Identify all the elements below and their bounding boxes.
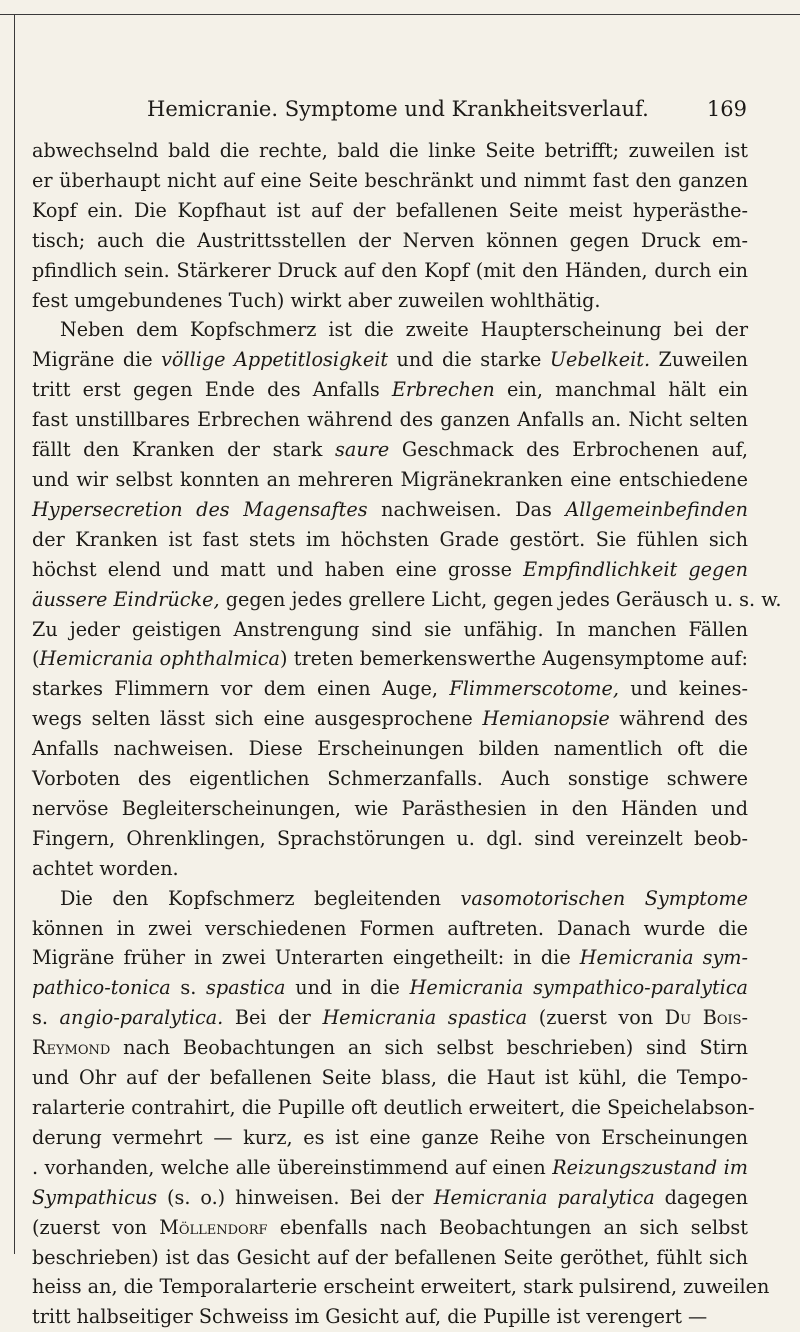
text-line: . vorhanden, welche alle übereinstimmend auf einen Reizungszustand im [32, 1155, 748, 1179]
emphasis: völlige Appetitlosigkeit [161, 348, 389, 372]
emphasis: angio-paralytica. [59, 1006, 224, 1030]
emphasis: Uebelkeit. [549, 348, 651, 372]
running-title: Hemicranie. Symptome und Krankheitsverlauf. [147, 97, 649, 121]
emphasis: Hemicrania paralytica [433, 1185, 655, 1209]
text-line: Migräne früher in zwei Unterarten eingetheilt: in die Hemicrania sym- [32, 946, 748, 970]
author-name: Möllendorf [159, 1215, 268, 1239]
text-line: Fingern, Ohrenklingen, Sprachstörungen u. dgl. sind vereinzelt beob- [32, 826, 748, 850]
text-line: pfindlich sein. Stärkerer Druck auf den Kopf (mit den Händen, durch ein [32, 258, 748, 282]
text-line: starkes Flimmern vor dem einen Auge, Flimmerscotome, und keines- [32, 677, 748, 701]
text-line: Neben dem Kopfschmerz ist die zweite Haupterscheinung bei der [60, 318, 748, 342]
scan-edge-left [14, 14, 15, 1254]
text-line: Kopf ein. Die Kopfhaut ist auf der befallenen Seite meist hyperästhe- [32, 198, 748, 222]
emphasis: Hemianopsie [482, 707, 610, 731]
text-line: achtet worden. [32, 856, 179, 880]
text-line: pathico-tonica s. spastica und in die Hemicrania sympathico-paralytica [32, 976, 748, 1000]
text-line: Zu jeder geistigen Anstrengung sind sie unfähig. In manchen Fällen [32, 617, 748, 641]
author-name: Du Bois- [664, 1006, 748, 1030]
text-line: derung vermehrt — kurz, es ist eine ganze Reihe von Erscheinungen [32, 1125, 748, 1149]
author-name: Reymond [32, 1036, 111, 1060]
emphasis: Allgemeinbefinden [565, 497, 748, 521]
text-line: beschrieben) ist das Gesicht auf der befallenen Seite geröthet, fühlt sich [32, 1245, 748, 1269]
page-number: 169 [706, 97, 747, 121]
text-line: tritt erst gegen Ende des Anfalls Erbrechen ein, manchmal hält ein [32, 378, 748, 402]
text-line: tisch; auch die Austrittsstellen der Nerven können gegen Druck em- [32, 228, 748, 252]
emphasis: saure [335, 438, 390, 462]
running-header [147, 94, 747, 124]
text-line: tritt halbseitiger Schweiss im Gesicht auf, die Pupille ist verengert — [32, 1305, 708, 1329]
text-line: der Kranken ist fast stets im höchsten Grade gestört. Sie fühlen sich [32, 527, 748, 551]
text-line: und Ohr auf der befallenen Seite blass, die Haut ist kühl, die Tempo- [32, 1066, 748, 1090]
text-line: Anfalls nachweisen. Diese Erscheinungen bilden namentlich oft die [32, 737, 748, 761]
text-line: können in zwei verschiedenen Formen auftreten. Danach wurde die [32, 916, 748, 940]
paragraph-1 [32, 136, 748, 315]
text-line: und wir selbst konnten an mehreren Migränekranken eine entschiedene [32, 467, 748, 491]
emphasis: Hemicrania sym- [579, 946, 748, 970]
text-line: (Hemicrania ophthalmica) treten bemerkenswerthe Augensymptome auf: [32, 647, 748, 671]
emphasis: Sympathicus [32, 1185, 158, 1209]
text-line: Hypersecretion des Magensaftes nachweisen. Das Allgemeinbefinden [32, 497, 748, 521]
text-line: nervöse Begleiterscheinungen, wie Parästhesien in den Händen und [32, 796, 748, 820]
text-line: s. angio-paralytica. Bei der Hemicrania spastica (zuerst von Du Bois- [32, 1006, 748, 1030]
text-line: wegs selten lässt sich eine ausgesprochene Hemianopsie während des [32, 707, 748, 731]
text-line: höchst elend und matt und haben eine grosse Empfindlichkeit gegen [32, 557, 748, 581]
text-line: abwechselnd bald die rechte, bald die linke Seite betrifft; zuweilen ist [32, 139, 748, 162]
text-line: fest umgebundenes Tuch) wirkt aber zuweilen wohlthätig. [32, 288, 601, 312]
text-line: Reymond nach Beobachtungen an sich selbst beschrieben) sind Stirn [32, 1036, 748, 1060]
text-line: (zuerst von Möllendorf ebenfalls nach Beobachtungen an sich selbst [32, 1215, 748, 1239]
emphasis: vasomotorischen Symptome [460, 886, 748, 910]
text-line: fast unstillbares Erbrechen während des ganzen Anfalls an. Nicht selten [32, 408, 748, 432]
emphasis: Hypersecretion des Magensaftes [32, 497, 368, 521]
text-line: er überhaupt nicht auf eine Seite beschränkt und nimmt fast den ganzen [32, 168, 748, 192]
emphasis: pathico-tonica [32, 976, 171, 1000]
emphasis: Flimmerscotome, [449, 677, 619, 701]
body-text [32, 136, 782, 1329]
emphasis: Hemicrania sympathico-paralytica [409, 976, 748, 1000]
text-line: ralarterie contrahirt, die Pupille oft deutlich erweitert, die Speichelabson- [32, 1096, 755, 1119]
paragraph-3 [32, 884, 770, 1332]
emphasis: Reizungszustand im [552, 1155, 748, 1179]
emphasis: Hemicrania spastica [322, 1006, 528, 1030]
text-line: fällt den Kranken der stark saure Geschmack des Erbrochenen auf, [32, 438, 748, 462]
emphasis: Hemicrania ophthalmica [39, 647, 280, 671]
text-line: Sympathicus (s. o.) hinweisen. Bei der Hemicrania paralytica dagegen [32, 1185, 748, 1209]
text-line: Migräne die völlige Appetitlosigkeit und die starke Uebelkeit. Zuweilen [32, 348, 748, 372]
paragraph-2 [32, 315, 782, 883]
text-line: heiss an, die Temporalarterie erscheint erweitert, stark pulsirend, zuweilen [32, 1275, 770, 1299]
emphasis: Erbrechen [391, 378, 495, 402]
text-line: Vorboten des eigentlichen Schmerzanfalls. Auch sonstige schwere [32, 767, 748, 791]
emphasis: spastica [206, 976, 286, 1000]
text-line: äussere Eindrücke, gegen jedes grellere Licht, gegen jedes Geräusch u. s. w. [32, 587, 782, 611]
emphasis: Empfindlichkeit gegen [523, 557, 748, 581]
scan-edge-top [0, 14, 800, 15]
text-line: Die den Kopfschmerz begleitenden vasomotorischen Symptome [60, 886, 748, 910]
emphasis: äussere Eindrücke, [32, 587, 220, 611]
